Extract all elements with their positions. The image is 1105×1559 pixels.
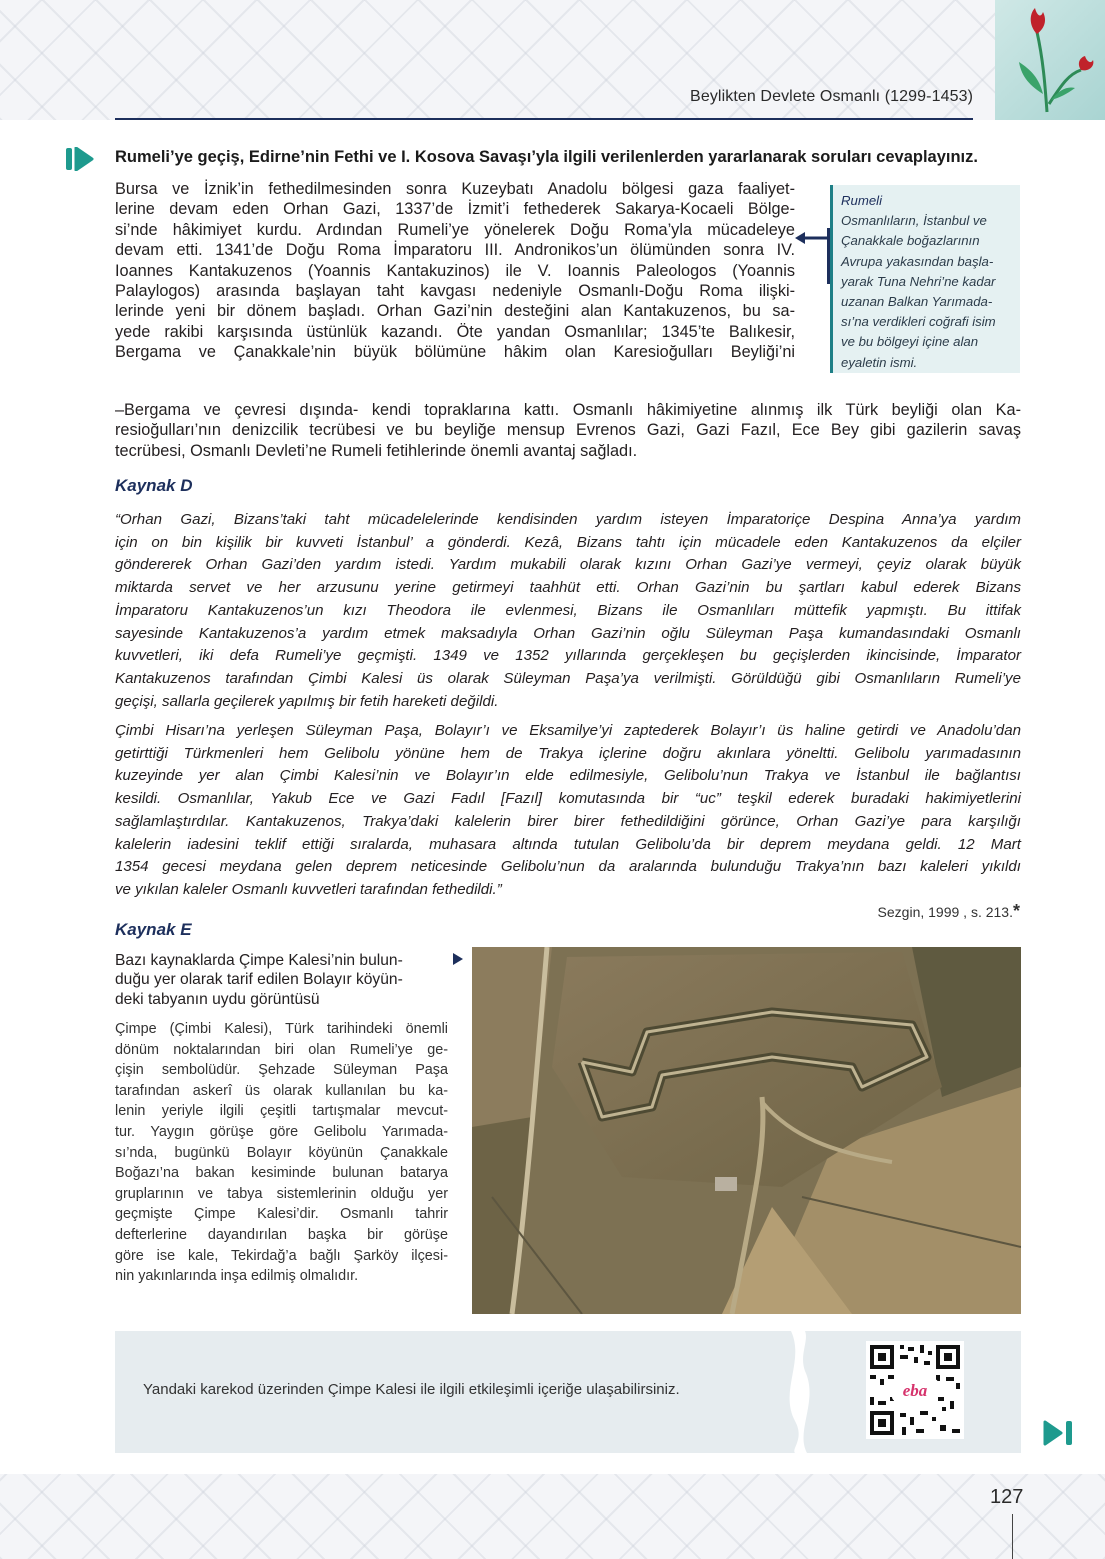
intro-line: Bursa ve İznik’in fethedilmesinden sonra Kuzeybatı Anadolu bölgesi gaza faaliyet- <box>115 180 795 198</box>
description-line: göre ise kale, Tekirdağ’a bağlı Şarköy ilçesi- <box>115 1247 448 1264</box>
photo-caption <box>115 951 403 1009</box>
description-line: dönüm noktalarından biri olan Rumeli’ye ge- <box>115 1041 448 1058</box>
description-line: defterlerine dayandırılan başka bir görüşe <box>115 1226 448 1243</box>
page-number-rule <box>1012 1514 1013 1559</box>
quote-line: sağlamlaştırdılar. Kantakuzenos, Trakya’daki kalelerin birer birer fethedildiğini görünce, Orhan Gazi’ye para karşılığı <box>115 812 1021 830</box>
eba-logo-text: eba <box>902 1381 928 1400</box>
kaynak-d-heading: Kaynak D <box>115 476 193 495</box>
caption-line: Bazı kaynaklarda Çimpe Kalesi’nin bulun- <box>115 952 403 969</box>
activity-icon <box>66 147 106 171</box>
intro-line: yede rakibi karşısında üstünlük kazandı. Öte yandan Osmanlılar; 1345’te Balıkesir, <box>115 322 795 341</box>
intro-line: si’nde hâkimiyet kurdu. Ardından Rumeli’ye yönelerek Doğu Roma’yla mücadeleye <box>115 220 795 239</box>
quote-line: Çimbi Hisarı’na yerleşen Süleyman Paşa, Bolayır’ı ve Eksamilye’yi zaptederek Bolayır’ı üs haline getirdi ve Anadolu’dan <box>115 722 1021 739</box>
header-title: Beylikten Devlete Osmanlı (1299-1453) <box>690 88 973 105</box>
sidebar-line: ve bu bölgeyi içine alan <box>841 334 979 350</box>
sidebar-line: Avrupa yakasından başla- <box>841 253 994 269</box>
description-line: sı’nda, bugünkü Bolayır köyünün Çanakkale <box>115 1144 448 1161</box>
intro-line: Ioannes Kantakuzenos (Yoannis Kantakuzinos) ile V. Ioannis Paleologos (Yoannis <box>115 261 795 280</box>
sidebar-line: eyaletin ismi. <box>841 354 918 370</box>
intro-paragraph-top <box>115 179 795 363</box>
task-title: Rumeli’ye geçiş, Edirne’nin Fethi ve I. Kosova Savaşı’yla ilgili verilenlerden yararlanarak soruları cevaplayınız. <box>115 148 978 166</box>
intro-line: Bergama ve Çanakkale’nin büyük bölümüne hâkim olan Karesioğulları Beyliği’ni <box>115 343 795 362</box>
quote-line: Kantakuzenos tarafından Çimbi Kalesi üs olarak Süleyman Paşa’ya verilmişti. Görüldüğü gibi Osmanlıların Rumeli’ye <box>115 669 1021 687</box>
satellite-photo <box>472 947 1021 1314</box>
sidebar-line: sı’na verdikleri coğrafi isim <box>841 314 996 330</box>
intro-line: devam etti. 1341’de Doğu Roma İmparatoru III. Andronikos’un ölümünden sonra IV. <box>115 241 795 260</box>
intro-line: tecrübesi, Osmanlı Devleti’ne Rumeli fetihlerinde önemli avantaj sağladı. <box>115 441 638 460</box>
description-line: gruplarının ve tabya sistemlerinin olduğu yer <box>115 1185 448 1202</box>
quote-line: kuvvetleri, iki defa Rumeli’ye geçmişti. 1349 ve 1352 yıllarında gerçekleşen bu geçişlerden ikincisinde, İmparator <box>115 647 1021 665</box>
intro-paragraph-bottom <box>115 400 1021 461</box>
qr-code[interactable] <box>866 1341 964 1439</box>
kaynak-d-quote-2 <box>115 720 1021 902</box>
quote-line: getirttiği Türkmenleri hem Gelibolu yönüne hem de Trakya içlerine doğru akınlara yöneltti. Gelibolu yarımadasının <box>115 744 1021 762</box>
quote-line: ve yıkılan kaleler Osmanlı kuvvetleri tarafından fethedildi.” <box>115 880 502 898</box>
kale-description <box>115 1019 448 1287</box>
caption-line: duğu yer olarak tarif edilen Bolayır köyün- <box>115 971 403 989</box>
quote-line: göndererek Orhan Gazi’den yardım istedi. Yardım mukabili olarak kızını Orhan Gazi’ye vermeyi, çeyiz olarak büyük <box>115 556 1021 574</box>
quote-line: sayesinde Kantakuzenos’a yardım etmek maksadıyla Orhan Gazi’nin oğlu Süleyman Paşa kumandasındaki Osmanlı <box>115 624 1021 642</box>
quote-line: “Orhan Gazi, Bizans’taki taht mücadelelerinde kendisinden yardım isteyen İmparatoriçe Despina Anna’ya yardım <box>115 511 1021 528</box>
quote-line: kuzeyinde yer alan Çimbi Kalesi’nin ve Bolayır’ın elde edilmesiyle, Gelibolu’nun Trakya ve İstanbul ile bağlantısı <box>115 767 1021 785</box>
quote-line: miktarda servet ve her arzusunu yerine getirmeyi taahhüt etti. Orhan Gazi’nin bu şartları kabul ederek Bizans <box>115 579 1021 597</box>
quote-line: kesildi. Osmanlılar, Yakub Ece ve Gazi Fadıl [Fazıl] komutasında bir “uc” teşkil ederek buradaki hakimiyetlerini <box>115 790 1021 808</box>
intro-line: resioğulları’nın denizcilik tecrübesi ve bu beyliğe mensup Evrenos Gazi, Gazi Fazıl, Ece Bey gibi gazilerin savaş <box>115 421 1021 440</box>
quote-line: 1354 gecesi meydana gelen deprem neticesinde Gelibolu’nun da aralarında bulunduğu Trakya’nın bazı kaleleri yıkıldı <box>115 858 1021 876</box>
sidebar-line: yarak Tuna Nehri’ne kadar <box>841 273 996 289</box>
next-page-icon <box>1043 1420 1073 1446</box>
description-line: Çimpe (Çimbi Kalesi), Türk tarihindeki önemli <box>115 1021 448 1037</box>
sidebar-line: Osmanlıların, İstanbul ve <box>841 213 987 229</box>
caption-line: deki tabyanın uydu görüntüsü <box>115 990 320 1008</box>
footer-pattern <box>0 1474 1105 1559</box>
qr-instruction: Yandaki karekod üzerinden Çimpe Kalesi ile ilgili etkileşimli içeriğe ulaşabilirsiniz. <box>143 1381 680 1398</box>
definition-sidebar <box>830 185 1020 373</box>
description-line: tarafından askerî üs olarak kullanılan bu ka- <box>115 1082 448 1099</box>
description-line: Boğazı’na bakan kesiminde bulunan batarya <box>115 1165 448 1182</box>
quote-line: geçişi, sallarla geçilerek yapılmış bir fetih hareketi değildi. <box>115 692 499 710</box>
intro-line: Palaylogos) arasında başlayan taht kavgası nedeniyle Osmanlı-Doğu Roma ilişki- <box>115 282 795 301</box>
description-line: nin yakınlarında inşa edilmiş olmalıdır. <box>115 1268 359 1285</box>
kaynak-e-heading: Kaynak E <box>115 920 192 939</box>
quote-line: kalelerin iadesini teklif ettiği sıralarda, muhasara altında tutulan Gelibolu’da bir deprem meydana geldi. 12 Mart <box>115 835 1021 853</box>
tulip-ornament-icon <box>1007 4 1097 114</box>
sidebar-title: Rumeli <box>841 193 883 208</box>
description-line: çişin sembolüdür. Şehzade Süleyman Paşa <box>115 1062 448 1079</box>
sidebar-line: uzanan Balkan Yarımada- <box>841 294 993 310</box>
kaynak-d-quote-1 <box>115 509 1021 713</box>
intro-line: –Bergama ve çevresi dışında- kendi topraklarına kattı. Osmanlı hâkimiyetine alınmış ilk Türk beyliği olan Ka- <box>115 401 1021 419</box>
quote-line: için on bin kişilik bir kuvveti İstanbul’ a gönderdi. Kezâ, Bizans tahtı için mücadele eden Kantakuzenos da elçiler <box>115 533 1021 551</box>
description-line: lenin yeriyle ilgili çeşitli tartışmalar mevcut- <box>115 1103 448 1120</box>
sidebar-pointer-arrow-icon <box>795 226 831 286</box>
page-number: 127 <box>990 1486 1024 1508</box>
citation-text: Sezgin, 1999 , s. 213. <box>877 904 1013 920</box>
quote-line: İmparatoru Kantakuzenos’un kızı Theodora ile evlenmesi, Bizans ile Osmanlıları müttefik yapmıştı. Bu ittifak <box>115 601 1021 619</box>
sidebar-line: Çanakkale boğazlarının <box>841 233 980 249</box>
citation <box>878 901 1020 922</box>
description-line: geçmişte Çimpe Kalesi’dir. Osmanlı tahrir <box>115 1206 448 1223</box>
description-line: tur. Yaygın görüşe göre Gelibolu Yarımada- <box>115 1123 448 1140</box>
intro-line: lerine devam eden Orhan Gazi, 1337’de İzmit’i fethederek Sakarya-Kocaeli Bölge- <box>115 200 795 219</box>
header-rule <box>115 118 973 120</box>
intro-line: lerinde yeni bir dönem başladı. Orhan Gazi’nin desteğini alan Kantakuzenos, bu sa- <box>115 302 795 321</box>
caption-pointer-icon <box>452 952 464 966</box>
citation-mark: * <box>1012 901 1020 921</box>
